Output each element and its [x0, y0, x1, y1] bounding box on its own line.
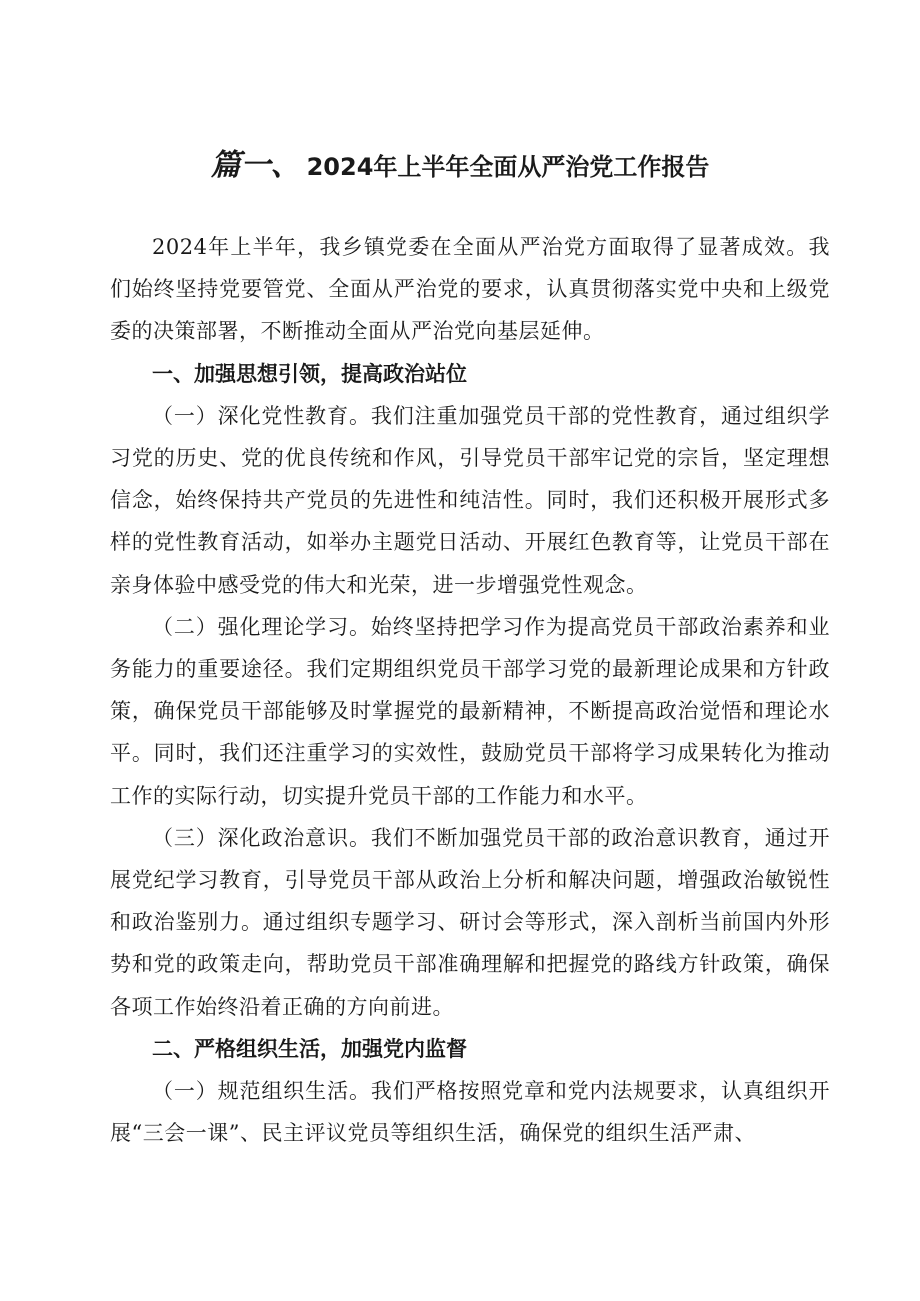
section2-heading: 二、严格组织生活，加强党内监督: [152, 1036, 467, 1061]
intro-paragraph: 2024年上半年，我乡镇党委在全面从严治党方面取得了显著成效。我们始终坚持党要管党、全面从严治党的要求，认真贯彻落实党中央和上级党委的决策部署，不断推动全面从严治党向基层延伸。: [110, 235, 830, 344]
section1-heading: 一、加强思想引领，提高政治站位: [152, 361, 467, 386]
title-main: 2024年上半年全面从严治党工作报告: [306, 153, 710, 181]
section1-paragraph-2: （二）强化理论学习。始终坚持把学习作为提高党员干部政治素养和业务能力的重要途径。我们定期组织党员干部学习党的最新理论成果和方针政策，确保党员干部能够及时掌握党的最新精神，不断提高政治觉悟和理论水平。同时，我们还注重学习的实效性，鼓励党员干部将学习成果转化为推动工作的实际行动，切实提升党员干部的工作能力和水平。: [110, 614, 830, 808]
section2-paragraph-1: （一）规范组织生活。我们严格按照党章和党内法规要求，认真组织开展“三会一课”、民主评议党员等组织生活，确保党的组织生活严肃、: [110, 1079, 830, 1146]
section1-paragraph-3: （三）深化政治意识。我们不断加强党员干部的政治意识教育，通过开展党纪学习教育，引导党员干部从政治上分析和解决问题，增强政治敏锐性和政治鉴别力。通过组织专题学习、研讨会等形式，深入剖析当前国内外形势和党的政策走向，帮助党员干部准确理解和把握党的路线方针政策，确保各项工作始终沿着正确的方向前进。: [110, 825, 830, 1019]
title-prefix: 篇一、: [210, 148, 301, 183]
section1-paragraph-1: （一）深化党性教育。我们注重加强党员干部的党性教育，通过组织学习党的历史、党的优良传统和作风，引导党员干部牢记党的宗旨，坚定理想信念，始终保持共产党员的先进性和纯洁性。同时，我们还积极开展形式多样的党性教育活动，如举办主题党日活动、开展红色教育等，让党员干部在亲身体验中感受党的伟大和光荣，进一步增强党性观念。: [110, 403, 830, 597]
document-title: [0, 140, 920, 184]
document-body: [110, 226, 830, 1154]
